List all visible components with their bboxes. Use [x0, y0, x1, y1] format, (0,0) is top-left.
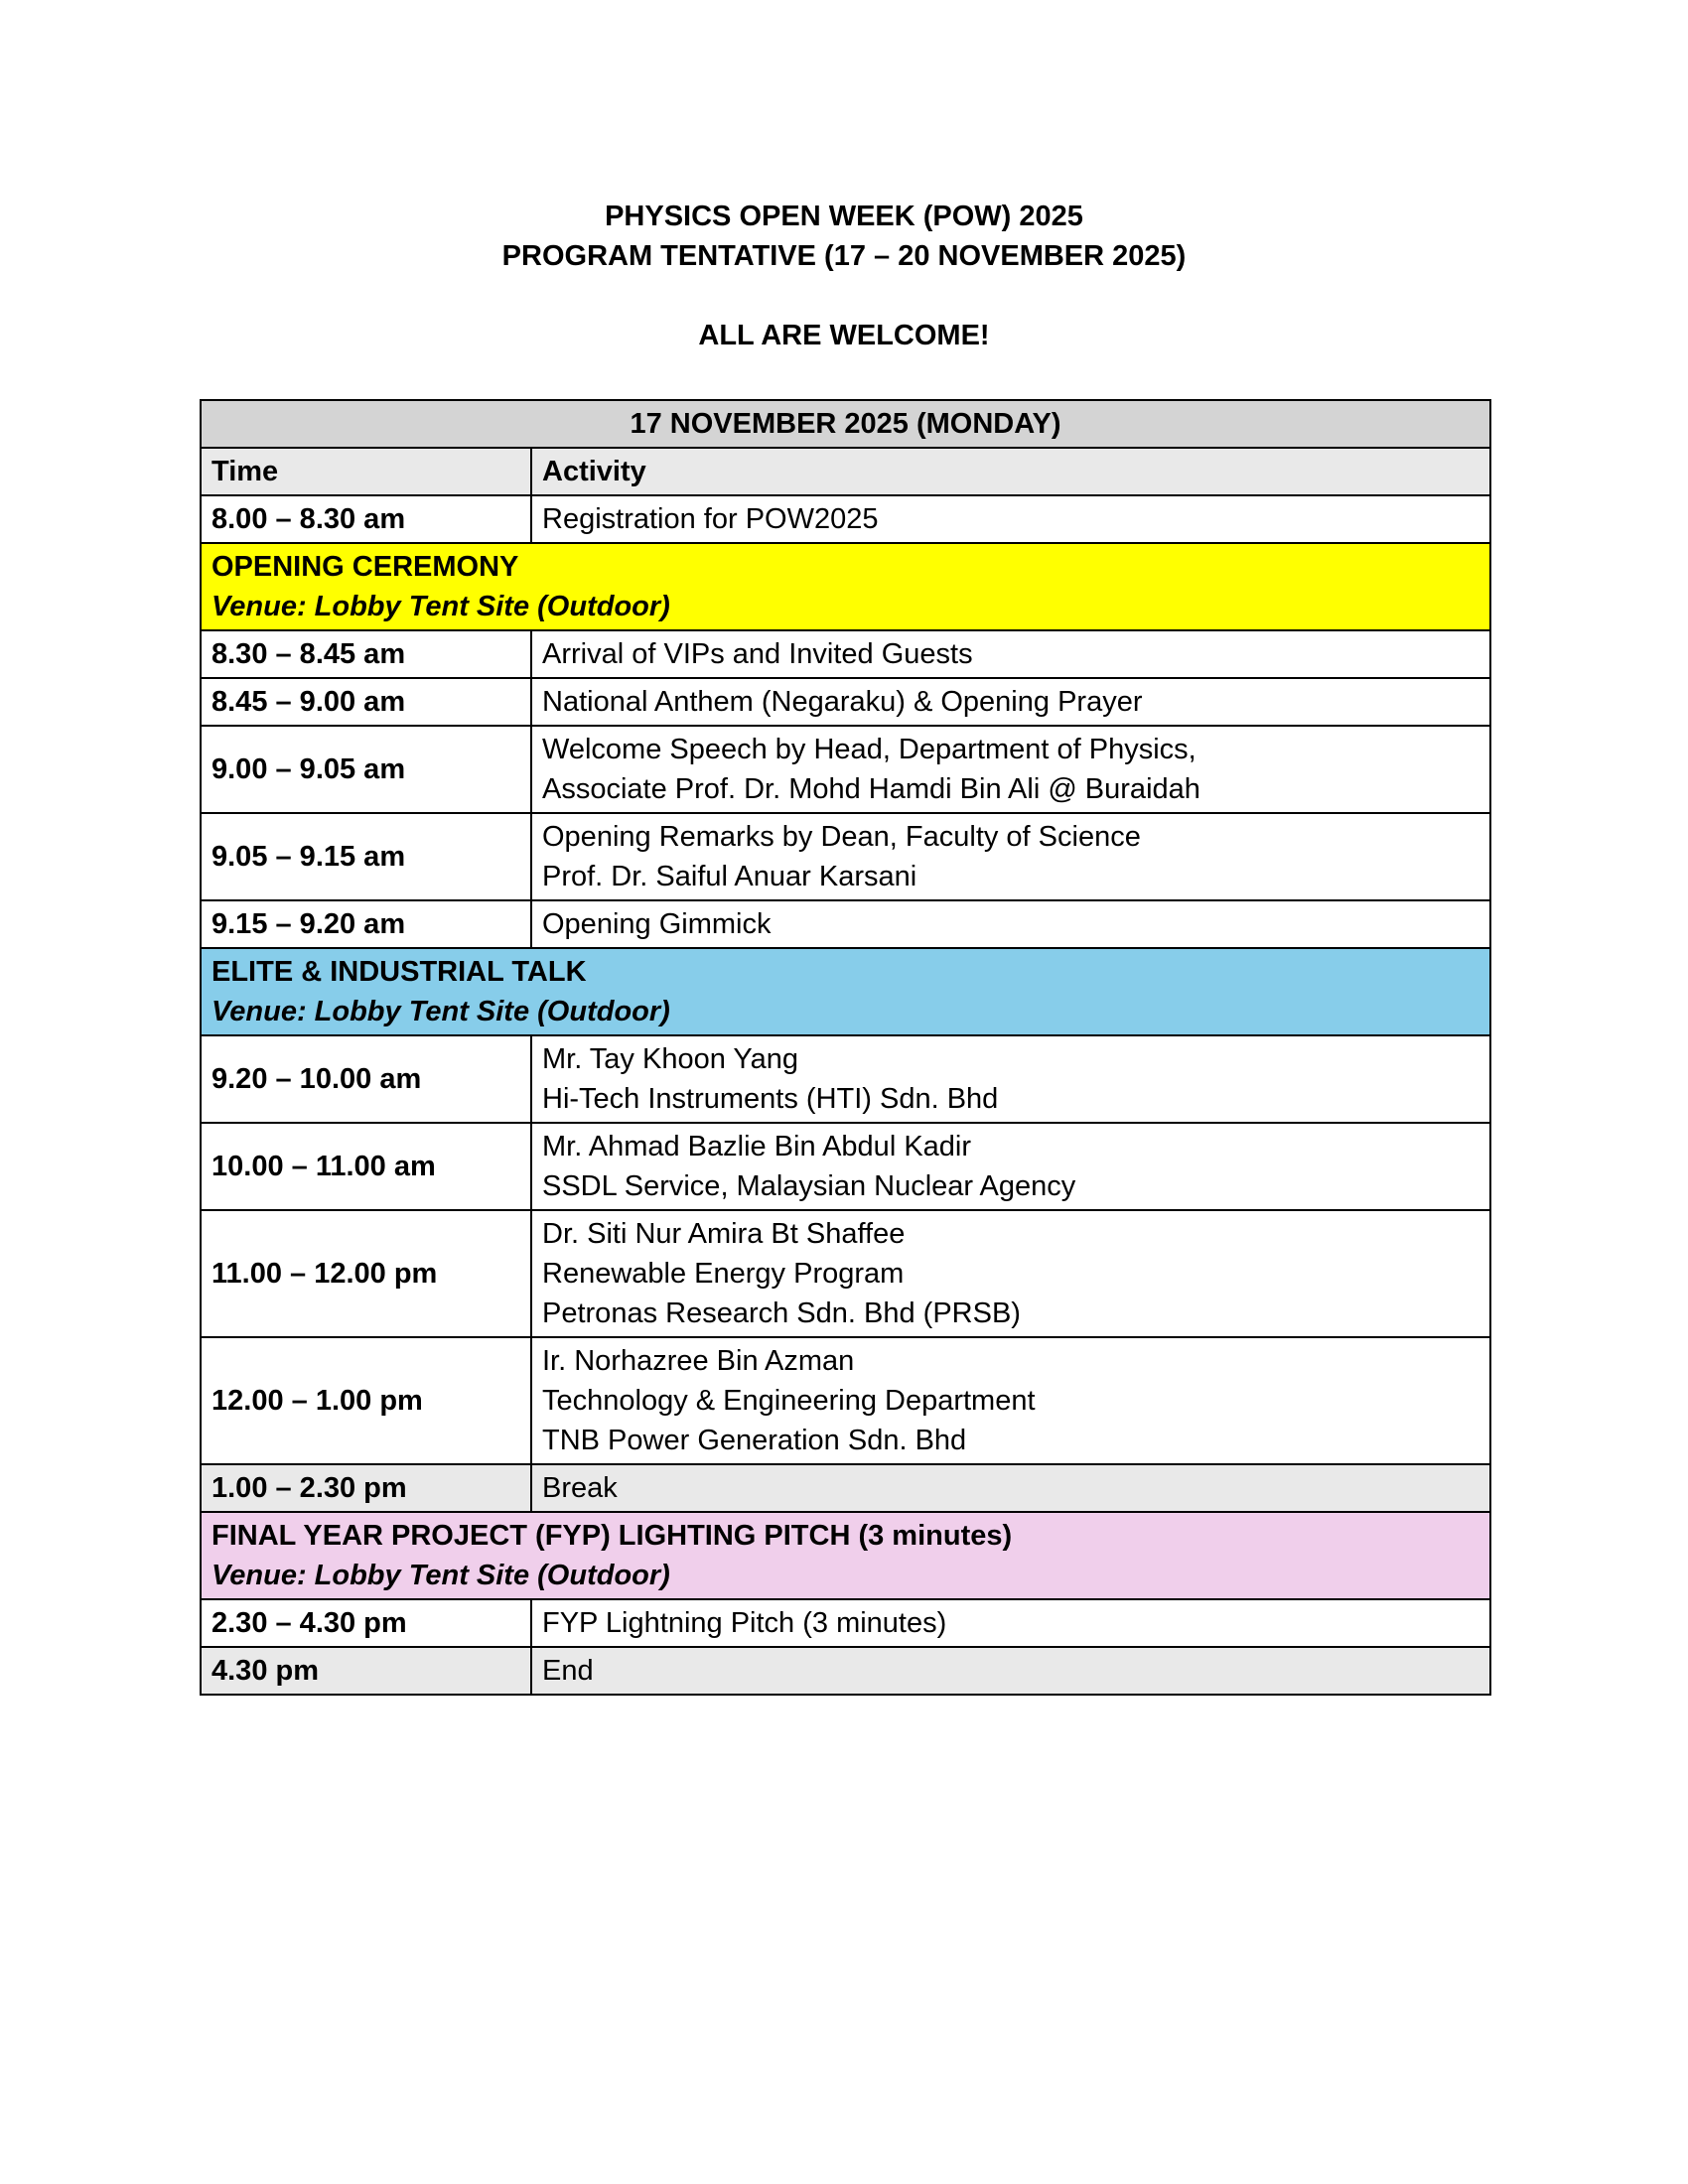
section-row-fyp-pitch	[201, 1512, 1490, 1599]
schedule-table	[200, 399, 1491, 1696]
schedule-row	[201, 678, 1490, 726]
time-cell: 9.20 – 10.00 am	[201, 1035, 531, 1123]
schedule-row	[201, 726, 1490, 813]
activity-line: Ir. Norhazree Bin Azman	[542, 1345, 855, 1377]
activity-line: Associate Prof. Dr. Mohd Hamdi Bin Ali @ Buraidah	[542, 773, 1200, 805]
activity-cell	[531, 678, 1490, 726]
activity-cell	[531, 630, 1490, 678]
activity-line: Opening Remarks by Dean, Faculty of Science	[542, 821, 1141, 853]
section-title: OPENING CEREMONY	[211, 551, 519, 583]
activity-line: Opening Gimmick	[542, 908, 772, 940]
schedule-row	[201, 1210, 1490, 1337]
activity-cell	[531, 726, 1490, 813]
time-cell: 8.30 – 8.45 am	[201, 630, 531, 678]
schedule-row	[201, 1035, 1490, 1123]
activity-line: SSDL Service, Malaysian Nuclear Agency	[542, 1170, 1076, 1202]
activity-line: End	[542, 1655, 594, 1687]
time-cell: 12.00 – 1.00 pm	[201, 1337, 531, 1464]
time-cell: 9.00 – 9.05 am	[201, 726, 531, 813]
activity-line: FYP Lightning Pitch (3 minutes)	[542, 1607, 947, 1639]
time-cell: 10.00 – 11.00 am	[201, 1123, 531, 1210]
time-cell: 9.05 – 9.15 am	[201, 813, 531, 900]
activity-cell	[531, 900, 1490, 948]
activity-line: Break	[542, 1472, 618, 1504]
document-title: PHYSICS OPEN WEEK (POW) 2025	[605, 201, 1083, 232]
activity-line: Technology & Engineering Department	[542, 1385, 1036, 1417]
section-cell	[201, 948, 1490, 1035]
time-cell: 2.30 – 4.30 pm	[201, 1599, 531, 1647]
activity-line: Registration for POW2025	[542, 503, 879, 535]
activity-line: TNB Power Generation Sdn. Bhd	[542, 1425, 967, 1456]
schedule-row	[201, 900, 1490, 948]
section-cell	[201, 543, 1490, 630]
column-header-row	[201, 448, 1490, 495]
activity-line: Hi-Tech Instruments (HTI) Sdn. Bhd	[542, 1083, 999, 1115]
activity-cell	[531, 1647, 1490, 1695]
section-cell	[201, 1512, 1490, 1599]
column-header-time: Time	[201, 448, 531, 495]
activity-cell	[531, 1123, 1490, 1210]
section-title: ELITE & INDUSTRIAL TALK	[211, 956, 587, 988]
activity-line: Renewable Energy Program	[542, 1258, 905, 1290]
document-subtitle: PROGRAM TENTATIVE (17 – 20 NOVEMBER 2025)	[501, 240, 1187, 272]
section-row-opening-ceremony	[201, 543, 1490, 630]
schedule-row	[201, 495, 1490, 543]
activity-cell	[531, 1464, 1490, 1512]
section-venue: Venue: Lobby Tent Site (Outdoor)	[211, 591, 670, 622]
schedule-row	[201, 1123, 1490, 1210]
activity-line: Prof. Dr. Saiful Anuar Karsani	[542, 861, 917, 892]
activity-cell	[531, 1599, 1490, 1647]
activity-cell	[531, 1337, 1490, 1464]
activity-cell	[531, 1210, 1490, 1337]
schedule-row-end	[201, 1647, 1490, 1695]
column-header-activity: Activity	[531, 448, 1490, 495]
day-title: 17 NOVEMBER 2025 (MONDAY)	[201, 400, 1490, 448]
section-venue: Venue: Lobby Tent Site (Outdoor)	[211, 1560, 670, 1591]
schedule-row	[201, 813, 1490, 900]
welcome-text: ALL ARE WELCOME!	[698, 320, 990, 351]
activity-cell	[531, 813, 1490, 900]
section-row-elite-industrial-talk	[201, 948, 1490, 1035]
day-header-row	[201, 400, 1490, 448]
section-title: FINAL YEAR PROJECT (FYP) LIGHTING PITCH (3 minutes)	[211, 1520, 1013, 1552]
activity-cell	[531, 1035, 1490, 1123]
schedule-row	[201, 1599, 1490, 1647]
activity-line: Welcome Speech by Head, Department of Physics,	[542, 734, 1196, 765]
section-venue: Venue: Lobby Tent Site (Outdoor)	[211, 996, 670, 1027]
time-cell: 11.00 – 12.00 pm	[201, 1210, 531, 1337]
time-cell: 1.00 – 2.30 pm	[201, 1464, 531, 1512]
activity-line: Petronas Research Sdn. Bhd (PRSB)	[542, 1297, 1021, 1329]
schedule-row-break	[201, 1464, 1490, 1512]
activity-line: National Anthem (Negaraku) & Opening Prayer	[542, 686, 1143, 718]
time-cell: 8.45 – 9.00 am	[201, 678, 531, 726]
schedule-row	[201, 630, 1490, 678]
schedule-row	[201, 1337, 1490, 1464]
activity-line: Mr. Tay Khoon Yang	[542, 1043, 798, 1075]
activity-line: Arrival of VIPs and Invited Guests	[542, 638, 973, 670]
time-cell: 9.15 – 9.20 am	[201, 900, 531, 948]
activity-line: Dr. Siti Nur Amira Bt Shaffee	[542, 1218, 906, 1250]
activity-line: Mr. Ahmad Bazlie Bin Abdul Kadir	[542, 1131, 972, 1162]
activity-cell	[531, 495, 1490, 543]
time-cell: 4.30 pm	[201, 1647, 531, 1695]
time-cell: 8.00 – 8.30 am	[201, 495, 531, 543]
